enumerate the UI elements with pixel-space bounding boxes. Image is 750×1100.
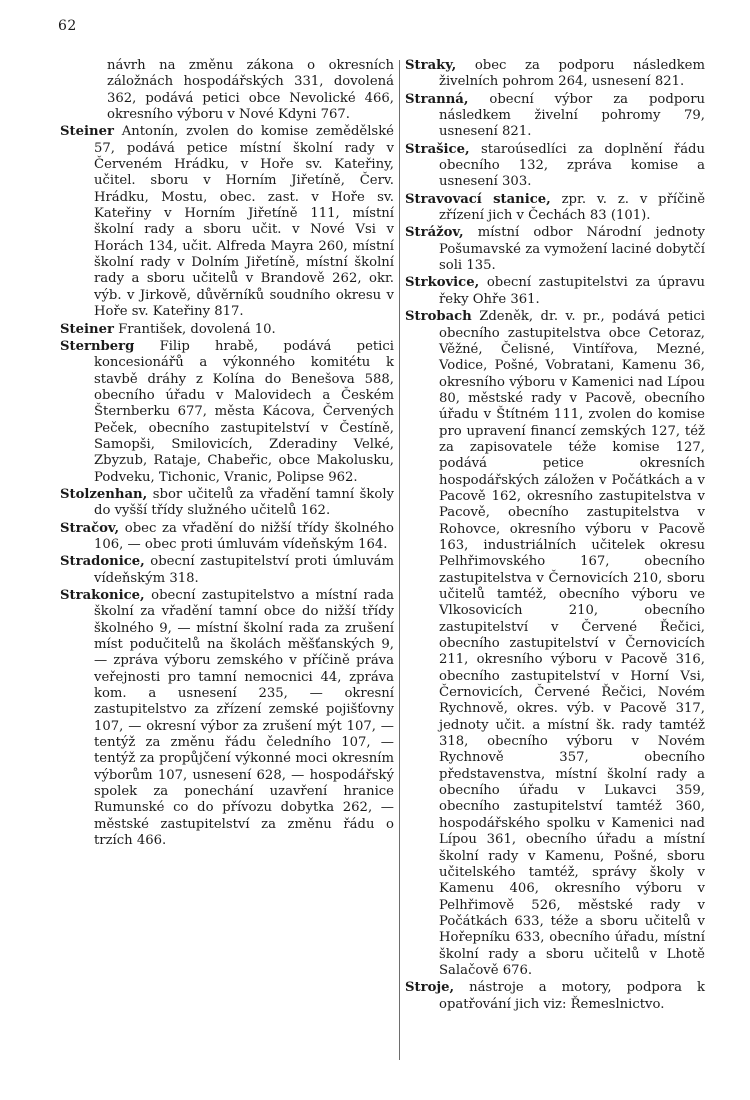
entry-heading: Straky, bbox=[405, 58, 457, 73]
entry-heading: Sternberg bbox=[60, 338, 135, 354]
index-entry bbox=[405, 92, 705, 141]
index-entry bbox=[60, 588, 394, 850]
left-column bbox=[60, 58, 394, 851]
index-entry bbox=[405, 225, 705, 274]
index-entry bbox=[60, 521, 394, 554]
column-divider bbox=[399, 60, 400, 1060]
index-entry bbox=[60, 487, 394, 520]
index-entry bbox=[60, 58, 394, 123]
index-entry bbox=[405, 275, 705, 308]
entry-text: obecní výbor za podporu následkem živelní pohromy 79, usnesení 821. bbox=[439, 91, 705, 140]
entry-text: Zdeněk, dr. v. pr., podává petici obecního zastupitelstva obce Cetoraz, Věžné, Čelisné, Vintířova, Mezné, Vodice, Pošné, Vobratani, Kamenu 36, okresního výboru v Kamenici nad Lípou 80, městské rady v Pacově, obecního úřadu v Štítném 111, zvolen do komise pro upravení financí zemských 127, též za zapisovatele téže komise 127, podává petice okresních hospodářských záložen v Počátkách a v Pacově 162, okresního zastupitelstva v Pacově, obecního zastupitelstva v Rohovce, okresního výboru v Pacově 163, industriálních učitelek okresu Pelhřimovského 167, obecního zastupitelstva v Černovicích 210, sboru učitelů tamtéž, obecního výboru ve Vlkosovicích 210, obecního zastupitelství v Červené Řečici, obecního zastupitelství v Černovicích 211, okresního výboru v Pacově 316, obecního zastupitelství v Horní Vsi, Černovicích, Červené Řečici, Novém Rychnově, okres. výb. v Pacově 317, jednoty učit. a místní šk. rady tamtéž 318, obecního výboru v Novém Rychnově 357, obecního představenstva, místní školní rady a obecního úřadu v Lukavci 359, obecního zastupitelství tamtéž 360, hospodářského spolku v Kamenici nad Lípou 361, obecního úřadu a místní školní rady v Kamenu, Pošné, sboru učitelského tamtéž, správy školy v Kamenu 406, okresního výboru v Pelhřimově 526, městské rady v Počátkách 633, téže a sboru učitelů v Hořepníku 633, obecního úřadu, místní školní rady a sboru učitelů v Lhotě Salačově 676. bbox=[439, 309, 705, 978]
index-entry bbox=[60, 554, 394, 587]
entry-text: obecní zastupitelstvo a místní rada školní za vřadění tamní obce do nižší třídy školného 9, — místní školní rada za zrušení míst podučitelů na školách měšťanských 9, — zpráva výboru zemského v příčině práva veřejnosti pro tamní nemocnici 44, zpráva kom. a usnesení 235, — okresní zastupitelstvo za zřízení zemské pojišťovny 107, — okresní výbor za zrušení mýt 107, — tentýž za změnu řádu čeledního 107, — tentýž za propůjčení výkonné moci okresním výborům 107, usnesení 628, — hospodářský spolek za ponechání uzavření hranice Rumunské co do přívozu dobytka 262, — městské zastupitelství za změnu řádu o trzích 466. bbox=[94, 588, 394, 849]
entry-heading: Stravovací stanice, bbox=[405, 191, 551, 207]
entry-heading: Stolzenhan, bbox=[60, 486, 148, 502]
entry-heading: Stračov, bbox=[60, 520, 120, 536]
entry-heading: Stranná, bbox=[405, 91, 469, 107]
entry-heading: Strážov, bbox=[405, 225, 464, 241]
index-entry bbox=[60, 124, 394, 320]
entry-heading: Stradonice, bbox=[60, 554, 145, 570]
entry-heading: Steiner bbox=[60, 124, 114, 140]
entry-text: František, dovolená 10. bbox=[113, 321, 276, 337]
entry-heading: Strakonice, bbox=[60, 588, 145, 603]
entry-heading: Strkovice, bbox=[405, 275, 480, 291]
entry-text: obec za vřadění do nižší třídy školného 106, — obec proti úmluvám vídeňským 164. bbox=[94, 520, 394, 552]
index-entry bbox=[405, 980, 705, 1013]
entry-heading: Steiner bbox=[60, 321, 114, 337]
entry-text: nástroje a motory, podpora k opatřování jich viz: Řemeslnictvo. bbox=[439, 980, 705, 1012]
index-entry bbox=[405, 309, 705, 979]
entry-heading: Strobach bbox=[405, 309, 472, 325]
entry-text: návrh na změnu zákona o okresních záložnách hospodářských 331, dovolená 362, podává petici obce Nevolické 466, okresního výboru v Nové Kdyni 767. bbox=[107, 58, 394, 123]
entry-heading: Stroje, bbox=[405, 980, 455, 996]
right-column bbox=[405, 58, 705, 1014]
entry-text: Filip hrabě, podává petici koncesionářů a výkonného komitétu k stavbě dráhy z Kolína do Benešova 588, obecního úřadu v Malovidech a Českém Šternberku 677, města Kácova, Červených Peček, obecního zastupitelství v Čestíně, Samopši, Smilovicích, Zderadiny Velké, Zbyzub, Rataje, Chabeřic, obce Makolusku, Podveku, Tichonic, Vranic, Polipse 962. bbox=[94, 338, 394, 485]
entry-heading: Strašice, bbox=[405, 141, 470, 157]
entry-text: Antonín, zvolen do komise zemědělské 57, podává petice místní školní rady v Červeném Hrádku, v Hoře sv. Kateřiny, učitel. sboru v Horním Jiřetíně, Červ. Hrádku, Mostu, obec. zast. v Hoře sv. Kateřiny v Horním Jiřetíně 111, místní školní rady a sboru učit. v Nové Vsi v Horách 134, učit. Alfreda Mayra 260, místní školní rady v Dolním Jiřetíně, místní školní rady a sboru učitelů v Brandově 262, okr. výb. v Jirkově, důvěrníků soudního okresu v Hoře sv. Kateřiny 817. bbox=[94, 124, 394, 320]
entry-text: staroúsedlíci za doplnění řádu obecního 132, zpráva komise a usnesení 303. bbox=[439, 141, 705, 190]
entry-text: místní odbor Národní jednoty Pošumavské za vymožení laciné dobytčí soli 135. bbox=[439, 225, 705, 274]
entry-text: obecní zastupitelství proti úmluvám vídeňským 318. bbox=[94, 554, 394, 586]
index-entry bbox=[60, 322, 394, 338]
index-entry bbox=[60, 339, 394, 486]
page-number: 62 bbox=[58, 18, 77, 34]
entry-text: obecní zastupitelstvi za úpravu řeky Ohře 361. bbox=[439, 275, 705, 307]
entry-text: zpr. v. z. v příčině zřízení jich v Čechách 83 (101). bbox=[439, 191, 705, 224]
entry-text: obec za podporu následkem živelních pohrom 264, usnesení 821. bbox=[439, 58, 705, 90]
index-entry bbox=[405, 58, 705, 91]
index-entry bbox=[405, 142, 705, 191]
index-entry bbox=[405, 192, 705, 225]
entry-text: sbor učitelů za vřadění tamní školy do vyšší třídy služného učitelů 162. bbox=[94, 486, 394, 519]
